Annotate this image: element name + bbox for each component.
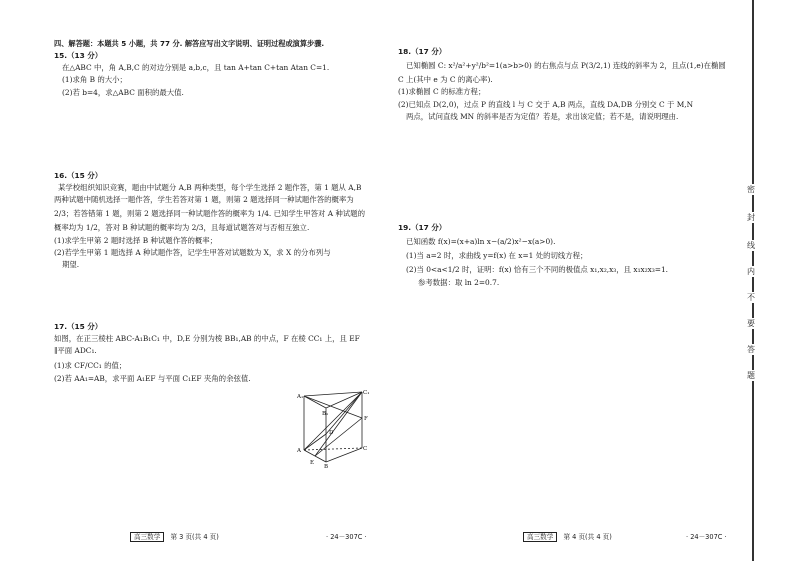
q18-line: (1)求椭圆 C 的标准方程；	[398, 87, 486, 97]
q17-line: (1)求 CF/CC₁ 的值；	[54, 360, 127, 370]
label-a: A	[297, 448, 301, 454]
strip-char: 题	[740, 370, 762, 381]
prism-figure	[296, 388, 368, 468]
binding-line	[752, 0, 754, 561]
question-19	[398, 222, 668, 290]
strip-char: 要	[740, 318, 762, 329]
q19-line: (1)当 a=2 时，求曲线 y=f(x) 在 x=1 处的切线方程；	[406, 251, 588, 261]
q16-line: 期望.	[62, 260, 80, 270]
label-c: C	[363, 446, 368, 452]
q19-line: (2)当 0<a<1/2 时，证明：f(x) 恰有三个不同的极值点 x₁,x₂,x₃，且 x₁x₂x₃=1.	[406, 265, 669, 275]
footer-left-code: · 24－307C ·	[326, 533, 367, 541]
label-d: D	[329, 430, 334, 436]
q15-line: 在△ABC 中，角 A,B,C 的对边分别是 a,b,c，且 tan A+tan C+tan Atan C=1.	[62, 63, 330, 73]
q16-line: 概率均为 1/2，答对 B 种试题的概率均为 2/3，且每道试题答对与否相互独立.	[54, 222, 310, 232]
q17-line: (2)若 AA₁=AB，求平面 A₁EF 与平面 C₁EF 夹角的余弦值.	[54, 373, 251, 383]
section-title: 四、解答题：本题共 5 小题，共 77 分. 解答应写出文字说明、证明过程或演算步骤.	[54, 39, 325, 48]
label-b1: B₁	[322, 411, 329, 417]
q18-number: 18.（17 分）	[398, 47, 447, 56]
strip-char: 内	[740, 266, 762, 277]
footer-left	[130, 531, 219, 541]
label-e: E	[310, 460, 315, 466]
q15-number: 15.（13 分）	[54, 51, 103, 60]
q16-line: (1)求学生甲第 2 题时选择 B 种试题作答的概率；	[54, 235, 218, 245]
label-f: F	[364, 416, 368, 422]
footer-left-name: 高三数学	[130, 532, 164, 542]
q15-line: (2)若 b=4，求△ABC 面积的最大值.	[62, 87, 184, 97]
strip-char: 不	[740, 292, 762, 303]
footer-left-page: 第 3 页(共 4 页)	[170, 533, 219, 541]
binding-strip	[736, 0, 766, 561]
question-18	[398, 46, 726, 123]
q19-number: 19.（17 分）	[398, 223, 447, 232]
strip-char: 封	[740, 212, 762, 223]
footer-right-name: 高三数学	[523, 532, 557, 542]
strip-char: 线	[740, 240, 762, 251]
label-b: B	[324, 464, 329, 470]
strip-char: 答	[740, 344, 762, 355]
q18-line: C 上(其中 e 为 C 的离心率).	[398, 75, 493, 85]
q17-number: 17.（15 分）	[54, 322, 103, 331]
q16-line: 2/3；若答错第 1 题，则第 2 题选择同一种试题作答的概率为 1/4. 已知学生甲答对 A 种试题的	[54, 208, 365, 218]
q18-line: 已知椭圆 C: x²/a²+y²/b²=1(a>b>0) 的右焦点与点 P(3/2,1) 连线的斜率为 2，且点(1,e)在椭圆	[406, 61, 726, 71]
q18-line: 两点，试问直线 MN 的斜率是否为定值？若是，求出该定值；若不是，请说明理由.	[406, 111, 679, 121]
q17-line: 如图，在正三棱柱 ABC-A₁B₁C₁ 中，D,E 分别为棱 BB₁,AB 的中点，F 在棱 CC₁ 上，且 EF	[54, 334, 360, 344]
footer-right-page: 第 4 页(共 4 页)	[563, 533, 612, 541]
q19-line: 已知函数 f(x)=(x+a)ln x−(a/2)x²−x(a>0).	[406, 237, 556, 247]
q16-line: (2)若学生甲第 1 题选择 A 种试题作答，记学生甲答对试题数为 X，求 X 的分布列与	[54, 247, 331, 257]
footer-right	[523, 531, 612, 541]
q17-line: ∥平面 ADC₁.	[54, 346, 97, 356]
q16-number: 16.（15 分）	[54, 171, 103, 180]
question-16	[54, 170, 365, 271]
strip-char: 密	[740, 184, 762, 195]
footer-right-code: · 24－307C ·	[686, 533, 727, 541]
q15-line: (1)求角 B 的大小；	[62, 75, 127, 85]
label-c1: C₁	[363, 390, 370, 396]
question-17	[54, 321, 360, 385]
question-15	[54, 50, 329, 99]
q18-line: (2)已知点 D(2,0)，过点 P 的直线 l 与 C 交于 A,B 两点，直线 DA,DB 分别交 C 于 M,N	[398, 99, 694, 109]
q19-line: 参考数据：取 ln 2=0.7.	[418, 278, 500, 288]
q16-line: 某学校组织知识竞赛，题由中试题分 A,B 两种类型，每个学生选择 2 题作答，第 1 题从 A,B	[58, 183, 362, 193]
q16-line: 两种试题中随机选择一题作答，学生若答对第 1 题，则第 2 题选择同一种试题作答的概率为	[54, 195, 354, 205]
label-a1: A₁	[297, 394, 304, 400]
